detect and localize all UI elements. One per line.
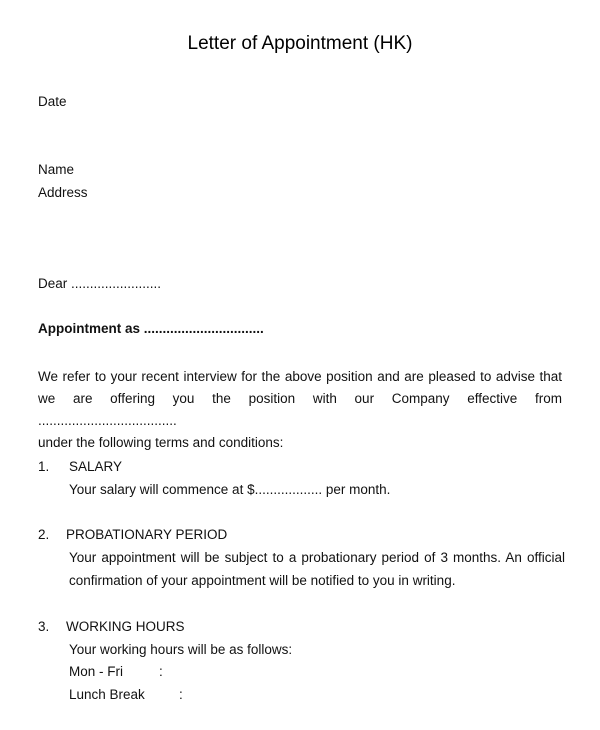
schedule-lunch-break-colon: : (179, 687, 183, 702)
date-label: Date (38, 94, 67, 109)
intro-line-2: we are offering you the position with our Company effective from ..................................... (38, 391, 562, 428)
section-2-text-line-2: confirmation of your appointment will be notified to you in writing. (69, 573, 456, 588)
section-2-text-line-1: Your appointment will be subject to a probationary period of 3 months. An official (69, 550, 565, 565)
section-3-text: Your working hours will be as follows: (69, 642, 293, 657)
section-3-heading: WORKING HOURS (66, 619, 185, 634)
intro-line-1: We refer to your recent interview for the above position and are pleased to advise that (38, 369, 562, 384)
intro-paragraph (38, 366, 562, 454)
section-1-text: Your salary will commence at $.................. per month. (69, 482, 391, 497)
schedule-lunch-break-label: Lunch Break (69, 687, 145, 702)
section-3-number: 3. (38, 619, 50, 634)
section-2-number: 2. (38, 527, 50, 542)
section-1-number: 1. (38, 459, 50, 474)
schedule-mon-fri-colon: : (159, 664, 163, 679)
document-title: Letter of Appointment (HK) (187, 33, 413, 54)
name-label: Name (38, 162, 75, 177)
salutation: Dear ........................ (38, 276, 162, 291)
section-2-heading: PROBATIONARY PERIOD (66, 527, 228, 542)
appointment-line: Appointment as ................................ (38, 321, 264, 336)
address-label: Address (38, 185, 88, 200)
schedule-mon-fri-label: Mon - Fri (69, 664, 123, 679)
section-1-heading: SALARY (69, 459, 123, 474)
intro-line-3: under the following terms and conditions: (38, 435, 284, 450)
